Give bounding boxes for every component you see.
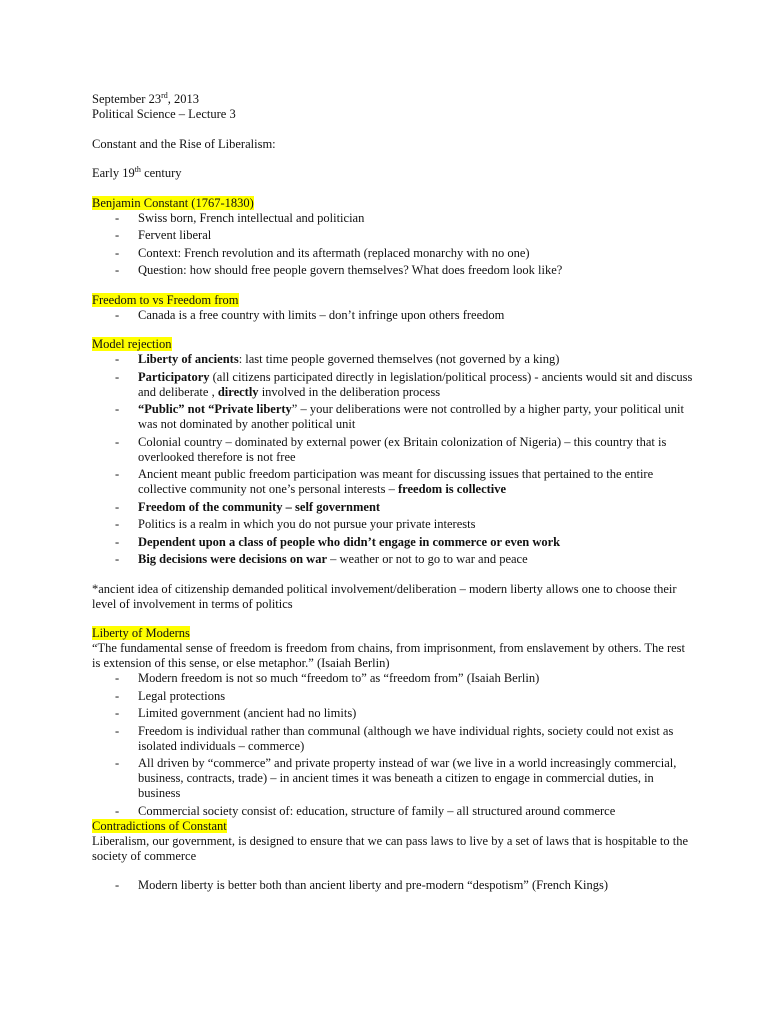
contradictions-text: Liberalism, our government, is designed to ensure that we can pass laws to live by a set of laws that is hospitable to the society of commerce [92,833,689,863]
list-item [115,369,696,400]
constant-heading-text: Benjamin Constant (1767-1830) [92,195,254,210]
list-item [115,688,696,704]
list-item [115,499,696,515]
dash-bullet: - [115,517,120,532]
list-item [115,803,696,819]
list-item-text: Modern freedom is not so much “freedom to” as “freedom from” (Isaiah Berlin) [138,671,540,686]
list-item-text: Modern liberty is better both than ancient liberty and pre-modern “despotism” (French Kings) [138,878,609,893]
moderns-heading [92,626,696,641]
list-item-text: All driven by “commerce” and private property instead of war (we live in a world increasingly commercial, business, contracts, trade) – in ancient times it was beneath a citizen to engage in commercial duties, in business [138,756,677,801]
bold-text: Big decisions were decisions on war [138,552,328,567]
era-superscript: th [134,165,141,175]
list-item [115,723,696,754]
list-item [115,534,696,550]
model-list [92,352,696,567]
moderns-list [92,671,696,819]
berlin-quote: “The fundamental sense of freedom is freedom from chains, from imprisonment, from enslavement by others. The rest is extension of this sense, or else metaphor.” (Isaiah Berlin) [92,641,685,671]
constant-heading [92,196,696,211]
dash-bullet: - [115,263,120,278]
document-page [92,92,696,896]
list-item [115,552,696,567]
list-item-text: Colonial country – dominated by external power (ex Britain colonization of Nigeria) – this country that is overlooked therefore is not free [138,434,667,464]
list-item-text: involved in the deliberation process [258,384,441,399]
course-line: Political Science – Lecture 3 [92,107,236,121]
list-item-text: Freedom is individual rather than communal (although we have individual rights, society could not exist as isolated individuals – commerce) [138,723,674,753]
list-item [115,352,696,367]
list-item [115,467,696,497]
model-heading-text: Model rejection [92,337,172,352]
list-item-text: Ancient meant public freedom participation was meant for discussing issues that pertained to the entire collective community not one’s personal interests – [138,467,654,497]
list-item [115,228,696,243]
bold-text: “Public” not “Private liberty [138,402,292,417]
contradictions-heading [92,819,696,834]
bold-text: Freedom of the community – self government [138,499,381,514]
list-item-text: – weather or not to go to war and peace [327,552,528,567]
dash-bullet: - [115,756,120,771]
contradictions-heading-text: Contradictions of Constant [92,818,227,833]
freedom-heading [92,293,696,308]
dash-bullet: - [115,671,120,686]
dash-bullet: - [115,210,120,225]
bold-text: directly [217,384,259,399]
era-prefix: Early 19 [92,166,135,181]
freedom-heading-text: Freedom to vs Freedom from [92,292,239,307]
list-item-text: Swiss born, French intellectual and politician [138,210,365,225]
era-line [92,166,696,181]
dash-bullet: - [115,434,120,449]
list-item-text: Legal protections [138,688,226,703]
dash-bullet: - [115,878,120,893]
dash-bullet: - [115,369,120,384]
list-item [115,878,696,893]
list-item-text: Politics is a realm in which you do not pursue your private interests [138,517,476,532]
list-item [115,517,696,532]
date-prefix: September 23 [92,92,162,106]
list-item-text: Question: how should free people govern themselves? What does freedom look like? [138,263,563,278]
date-line [92,92,696,107]
list-item-text: Limited government (ancient had no limits) [138,706,357,721]
dash-bullet: - [115,688,120,703]
dash-bullet: - [115,245,120,260]
dash-bullet: - [115,307,120,322]
topic-line: Constant and the Rise of Liberalism: [92,136,276,151]
list-item-text: ” – your deliberations were not controlled by a higher party, your political unit was not dominated by another political unit [138,402,684,432]
dash-bullet: - [115,467,120,482]
list-item-text: Context: French revolution and its aftermath (replaced monarchy with no one) [138,245,530,260]
list-item-text: Fervent liberal [138,228,212,243]
dash-bullet: - [115,499,120,514]
dash-bullet: - [115,352,120,367]
list-item [115,263,696,278]
list-item [115,210,696,226]
dash-bullet: - [115,534,120,549]
list-item [115,434,696,465]
bold-text: freedom is collective [398,482,507,497]
freedom-list [92,308,696,323]
citizenship-note: *ancient idea of citizenship demanded political involvement/deliberation – modern liberty allows one to choose their level of involvement in terms of politics [92,581,677,611]
list-item-text: Commercial society consist of: education, structure of family – all structured around commerce [138,803,616,818]
list-item [115,402,696,432]
bold-text: Participatory [138,369,210,384]
list-item-text: Canada is a free country with limits – don’t infringe upon others freedom [138,307,505,322]
date-superscript: rd [161,91,168,100]
dash-bullet: - [115,706,120,721]
dash-bullet: - [115,552,120,567]
list-item [115,671,696,686]
dash-bullet: - [115,723,120,738]
bold-text: Liberty of ancients [138,352,239,367]
list-item-text: : last time people governed themselves (not governed by a king) [238,352,560,367]
list-item [115,706,696,721]
model-heading [92,337,696,352]
constant-list [92,211,696,279]
list-item [115,245,696,261]
era-suffix: century [140,166,182,181]
list-item [115,307,696,323]
dash-bullet: - [115,228,120,243]
list-item-text: (all citizens participated directly in legislation/political process) - ancients would sit and discuss and deliberate , [138,369,693,399]
contradictions-list [92,878,696,893]
dash-bullet: - [115,803,120,818]
moderns-heading-text: Liberty of Moderns [92,626,190,641]
dash-bullet: - [115,402,120,417]
bold-text: Dependent upon a class of people who didn’t engage in commerce or even work [138,534,561,549]
list-item [115,756,696,801]
date-suffix: , 2013 [167,92,200,106]
